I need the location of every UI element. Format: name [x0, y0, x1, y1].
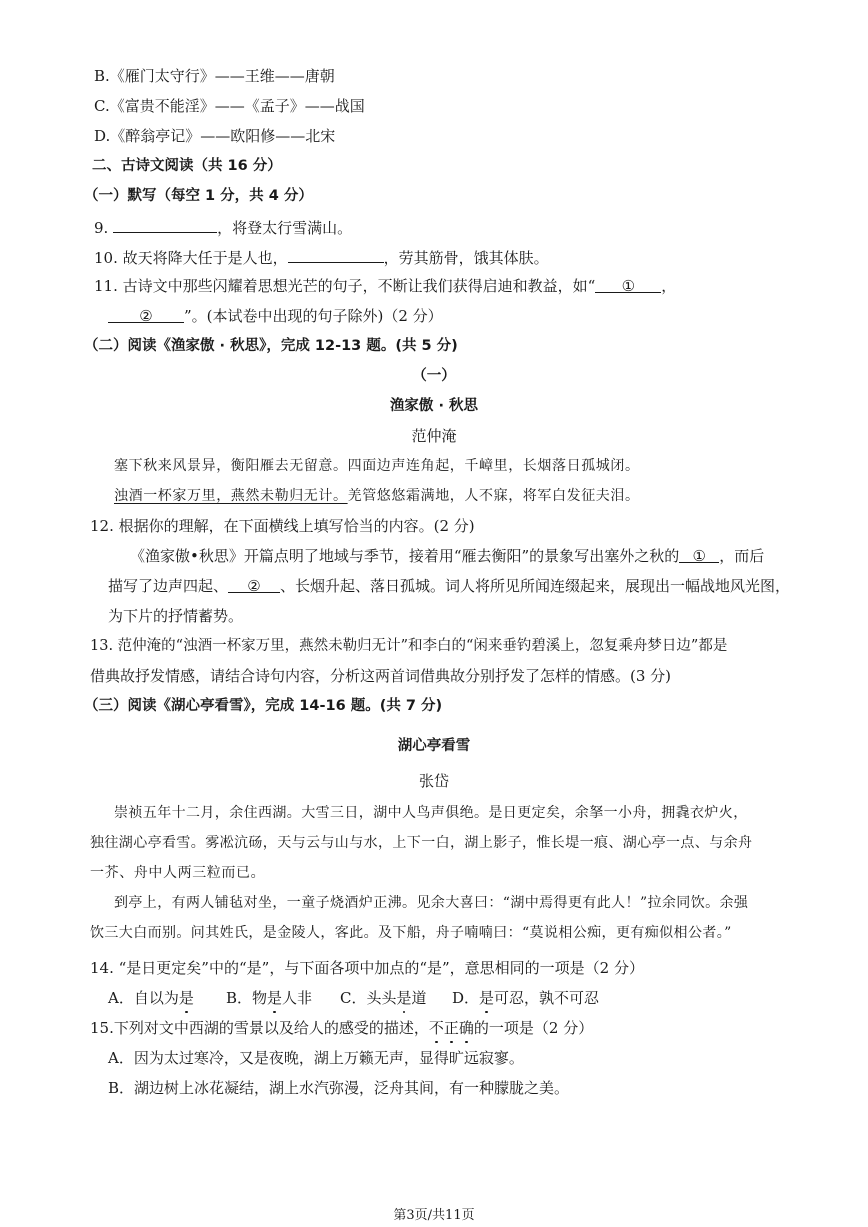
question-14-options [108, 988, 599, 1008]
q14-a-dotted: 是 [178, 989, 194, 1007]
option-c: C.《富贵不能淫》——《孟子》——战国 [94, 97, 365, 115]
q9-number: 9. [94, 219, 109, 237]
question-12-stem: 12. 根据你的理解，在下面横线上填写恰当的内容。(2 分) [90, 517, 475, 535]
q15-dotted-2: 正 [443, 1019, 459, 1037]
q10-text-after: ，劳其筋骨，饿其体肤。 [383, 249, 549, 267]
poem-line-1: 塞下秋来风景异，衡阳雁去无留意。四面边声连角起，千嶂里，长烟落日孤城闭。 [114, 458, 640, 474]
essay-author: 张岱 [418, 772, 449, 790]
page-footer: 第3页/共11页 [393, 1208, 475, 1223]
q14-a-label: A．自以为 [108, 989, 179, 1007]
q14-d-label: D． [452, 989, 480, 1007]
q12-l1-before: 《渔家傲•秋思》开篇点明了地域与季节，接着用“雁去衡阳”的景象写出塞外之秋的 [130, 547, 680, 565]
poem-section-mark: （一） [412, 368, 456, 384]
q12-l2-before: 描写了边声四起、 [108, 577, 229, 595]
option-b: B.《雁门太守行》——王维——唐朝 [94, 67, 335, 85]
option-d: D.《醉翁亭记》——欧阳修——北宋 [94, 127, 336, 145]
q15-option-a[interactable]: A．因为太过寒冷，又是夜晚，湖上万籁无声，显得旷远寂寥。 [108, 1049, 524, 1067]
question-12-line-2 [108, 576, 790, 596]
essay-p2-line-2: 饮三大白而别。问其姓氏，是金陵人，客此。及下船，舟子喃喃曰：“莫说相公痴，更有痴似相公者。” [90, 925, 732, 941]
q15-stem-after: 的一项是（2 分） [473, 1019, 594, 1037]
part1-heading: （一）默写（每空 1 分，共 4 分） [84, 188, 313, 204]
q14-c-dotted: 是 [396, 989, 412, 1007]
q15-dotted-3: 确 [458, 1019, 474, 1037]
poem-author: 范仲淹 [411, 427, 457, 445]
essay-p1-line-2: 独往湖心亭看雪。雾凇沆砀，天与云与山与水，上下一白，湖上影子，惟长堤一痕、湖心亭一点、与余舟 [90, 835, 753, 851]
q10-text-before: 10. 故天将降大任于是人也， [94, 249, 288, 267]
poem-line-2-rest: 羌管悠悠霜满地，人不寐，将军白发征夫泪。 [347, 488, 640, 504]
poem-title: 渔家傲 · 秋思 [389, 398, 479, 414]
q14-d-dotted: 是 [479, 989, 495, 1007]
q12-l1-after: ，而后 [719, 547, 765, 565]
question-15-stem [90, 1018, 593, 1038]
q14-stem-after: ”，与下面各项中加点的“是”，意思相同的一项是（2 分） [261, 959, 644, 977]
question-11-cont [108, 306, 443, 326]
question-14-stem [90, 958, 644, 978]
q9-text: ，将登太行雪满山。 [217, 219, 353, 237]
q11-blank-1[interactable]: ① [595, 276, 661, 293]
essay-p2-line-1: 到亭上，有两人铺毡对坐，一童子烧酒炉正沸。见余大喜曰：“湖中焉得更有此人！”拉余同饮。余强 [114, 895, 749, 911]
essay-title: 湖心亭看雪 [397, 738, 471, 754]
q10-blank[interactable] [288, 246, 384, 263]
poem-line-2 [114, 486, 640, 506]
question-13-line-2: 借典故抒发情感，请结合诗句内容，分析这两首词借典故分别抒发了怎样的情感。(3 分) [90, 667, 672, 685]
q14-b-after: 人非 [282, 989, 313, 1007]
q14-d-after: 可忍，孰不可忍 [494, 989, 600, 1007]
q14-c-after: 道 [411, 989, 427, 1007]
part3-heading: （三）阅读《湖心亭看雪》，完成 14-16 题。(共 7 分) [84, 698, 443, 714]
essay-p1-line-1: 崇祯五年十二月，余住西湖。大雪三日，湖中人鸟声俱绝。是日更定矣，余拏一小舟，拥毳衣炉火， [114, 805, 748, 821]
q12-blank-1[interactable]: ① [679, 546, 719, 563]
part2-heading: （二）阅读《渔家傲 · 秋思》，完成 12-13 题。(共 5 分) [84, 338, 458, 354]
question-9 [94, 216, 352, 238]
section-title: 二、古诗文阅读（共 16 分） [92, 158, 282, 174]
q15-dotted-1: 不 [428, 1019, 444, 1037]
q12-blank-2[interactable]: ② [228, 576, 280, 593]
q15-option-b[interactable]: B．湖边树上冰花凝结，湖上水汽弥漫，泛舟其间，有一种朦胧之美。 [108, 1079, 570, 1097]
question-10 [94, 246, 549, 268]
q11-blank-2[interactable]: ② [108, 306, 184, 323]
q9-blank[interactable] [113, 216, 217, 233]
q14-option-b[interactable] [226, 988, 340, 1008]
q11-comma: ， [661, 277, 677, 295]
question-12-line-3: 为下片的抒情蓄势。 [108, 607, 244, 625]
q12-l2-after: 、长烟升起、落日孤城。词人将所见所闻连缀起来，展现出一幅战地风光图， [280, 577, 791, 595]
q14-stem-keyword: 是 [246, 959, 262, 977]
question-11 [94, 276, 676, 296]
poem-line-2-underlined: 浊酒一杯家万里，燕然未勒归无计。 [114, 488, 348, 504]
question-12-line-1 [130, 546, 764, 566]
q14-option-d[interactable] [452, 988, 599, 1008]
q14-stem-before: 14. “是日更定矣”中的“ [90, 959, 247, 977]
q14-b-label: B．物 [226, 989, 268, 1007]
q14-c-label: C．头头 [340, 989, 397, 1007]
question-13-line-1: 13. 范仲淹的“浊酒一杯家万里，燕然未勒归无计”和李白的“闲来垂钓碧溪上，忽复乘舟梦日边”都是 [90, 638, 728, 654]
q11-text-after: ”。(本试卷中出现的句子除外)（2 分） [184, 307, 443, 325]
essay-p1-line-3: 一芥、舟中人两三粒而已。 [90, 865, 266, 881]
q14-option-a[interactable] [108, 988, 226, 1008]
q11-text-before: 11. 古诗文中那些闪耀着思想光芒的句子，不断让我们获得启迪和教益，如“ [94, 277, 596, 295]
q15-stem-before: 15.下列对文中西湖的雪景以及给人的感受的描述， [90, 1019, 429, 1037]
q14-option-c[interactable] [340, 988, 452, 1008]
q14-b-dotted: 是 [267, 989, 283, 1007]
